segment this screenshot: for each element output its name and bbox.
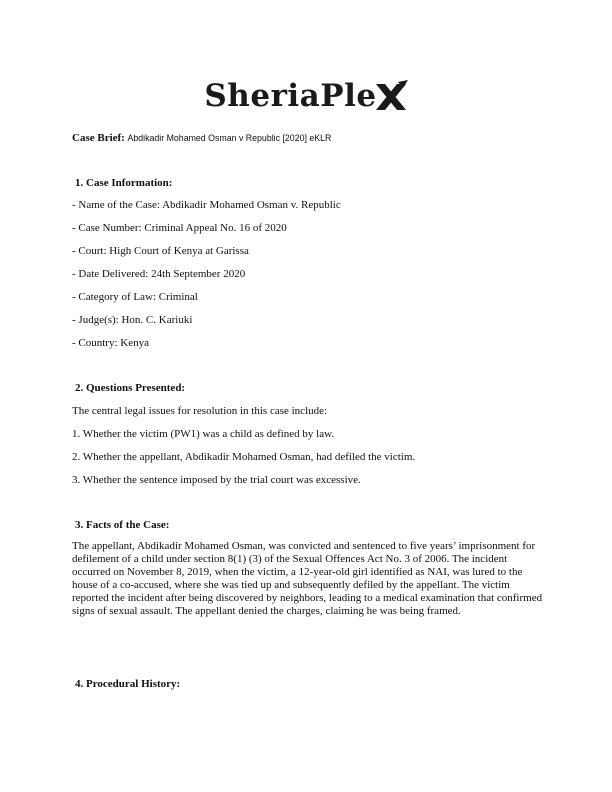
case-info-item: - Name of the Case: Abdikadir Mohamed Osman v. Republic	[72, 199, 341, 211]
case-info-item: - Court: High Court of Kenya at Garissa	[72, 245, 249, 257]
case-info-item: - Case Number: Criminal Appeal No. 16 of 2020	[72, 222, 287, 234]
case-info-item: - Country: Kenya	[72, 337, 149, 349]
sheriaplex-logo	[0, 76, 612, 120]
question-item: 3. Whether the sentence imposed by the trial court was excessive.	[72, 474, 361, 486]
section-heading-facts: 3. Facts of the Case:	[75, 519, 170, 531]
case-brief-line	[72, 131, 331, 146]
section-heading-case-information: 1. Case Information:	[75, 177, 173, 189]
x-mark-logo-icon	[374, 78, 408, 114]
case-info-item: - Date Delivered: 24th September 2020	[72, 268, 246, 280]
question-item: 2. Whether the appellant, Abdikadir Mohamed Osman, had defiled the victim.	[72, 451, 416, 463]
case-info-item: - Category of Law: Criminal	[72, 291, 198, 303]
logo-wordmark: SheriaPle	[204, 78, 377, 114]
facts-paragraph: The appellant, Abdikadir Mohamed Osman, was convicted and sentenced to five years’ imprisonment for defilement of a child under section 8(1) (3) of the Sexual Offences Act No. 3 of 2006. The incident occurred on November 8, 2019, when the victim, a 12-year-old girl identified as NAI, was lured to the house of a co-accused, where she was tied up and subsequently defiled by the appellant. The victim reported the incident after being discovered by neighbors, leading to a medical examination that confirmed signs of sexual assault. The appellant denied the charges, claiming he was being framed.	[72, 540, 543, 618]
case-brief-label: Case Brief:	[72, 132, 125, 144]
section-heading-procedural-history: 4. Procedural History:	[75, 678, 181, 690]
case-info-item: - Judge(s): Hon. C. Kariuki	[72, 314, 193, 326]
question-item: 1. Whether the victim (PW1) was a child as defined by law.	[72, 428, 335, 440]
questions-intro: The central legal issues for resolution in this case include:	[72, 405, 328, 417]
section-heading-questions-presented: 2. Questions Presented:	[75, 382, 186, 394]
case-brief-title: Abdikadir Mohamed Osman v Republic [2020] eKLR	[127, 133, 332, 143]
